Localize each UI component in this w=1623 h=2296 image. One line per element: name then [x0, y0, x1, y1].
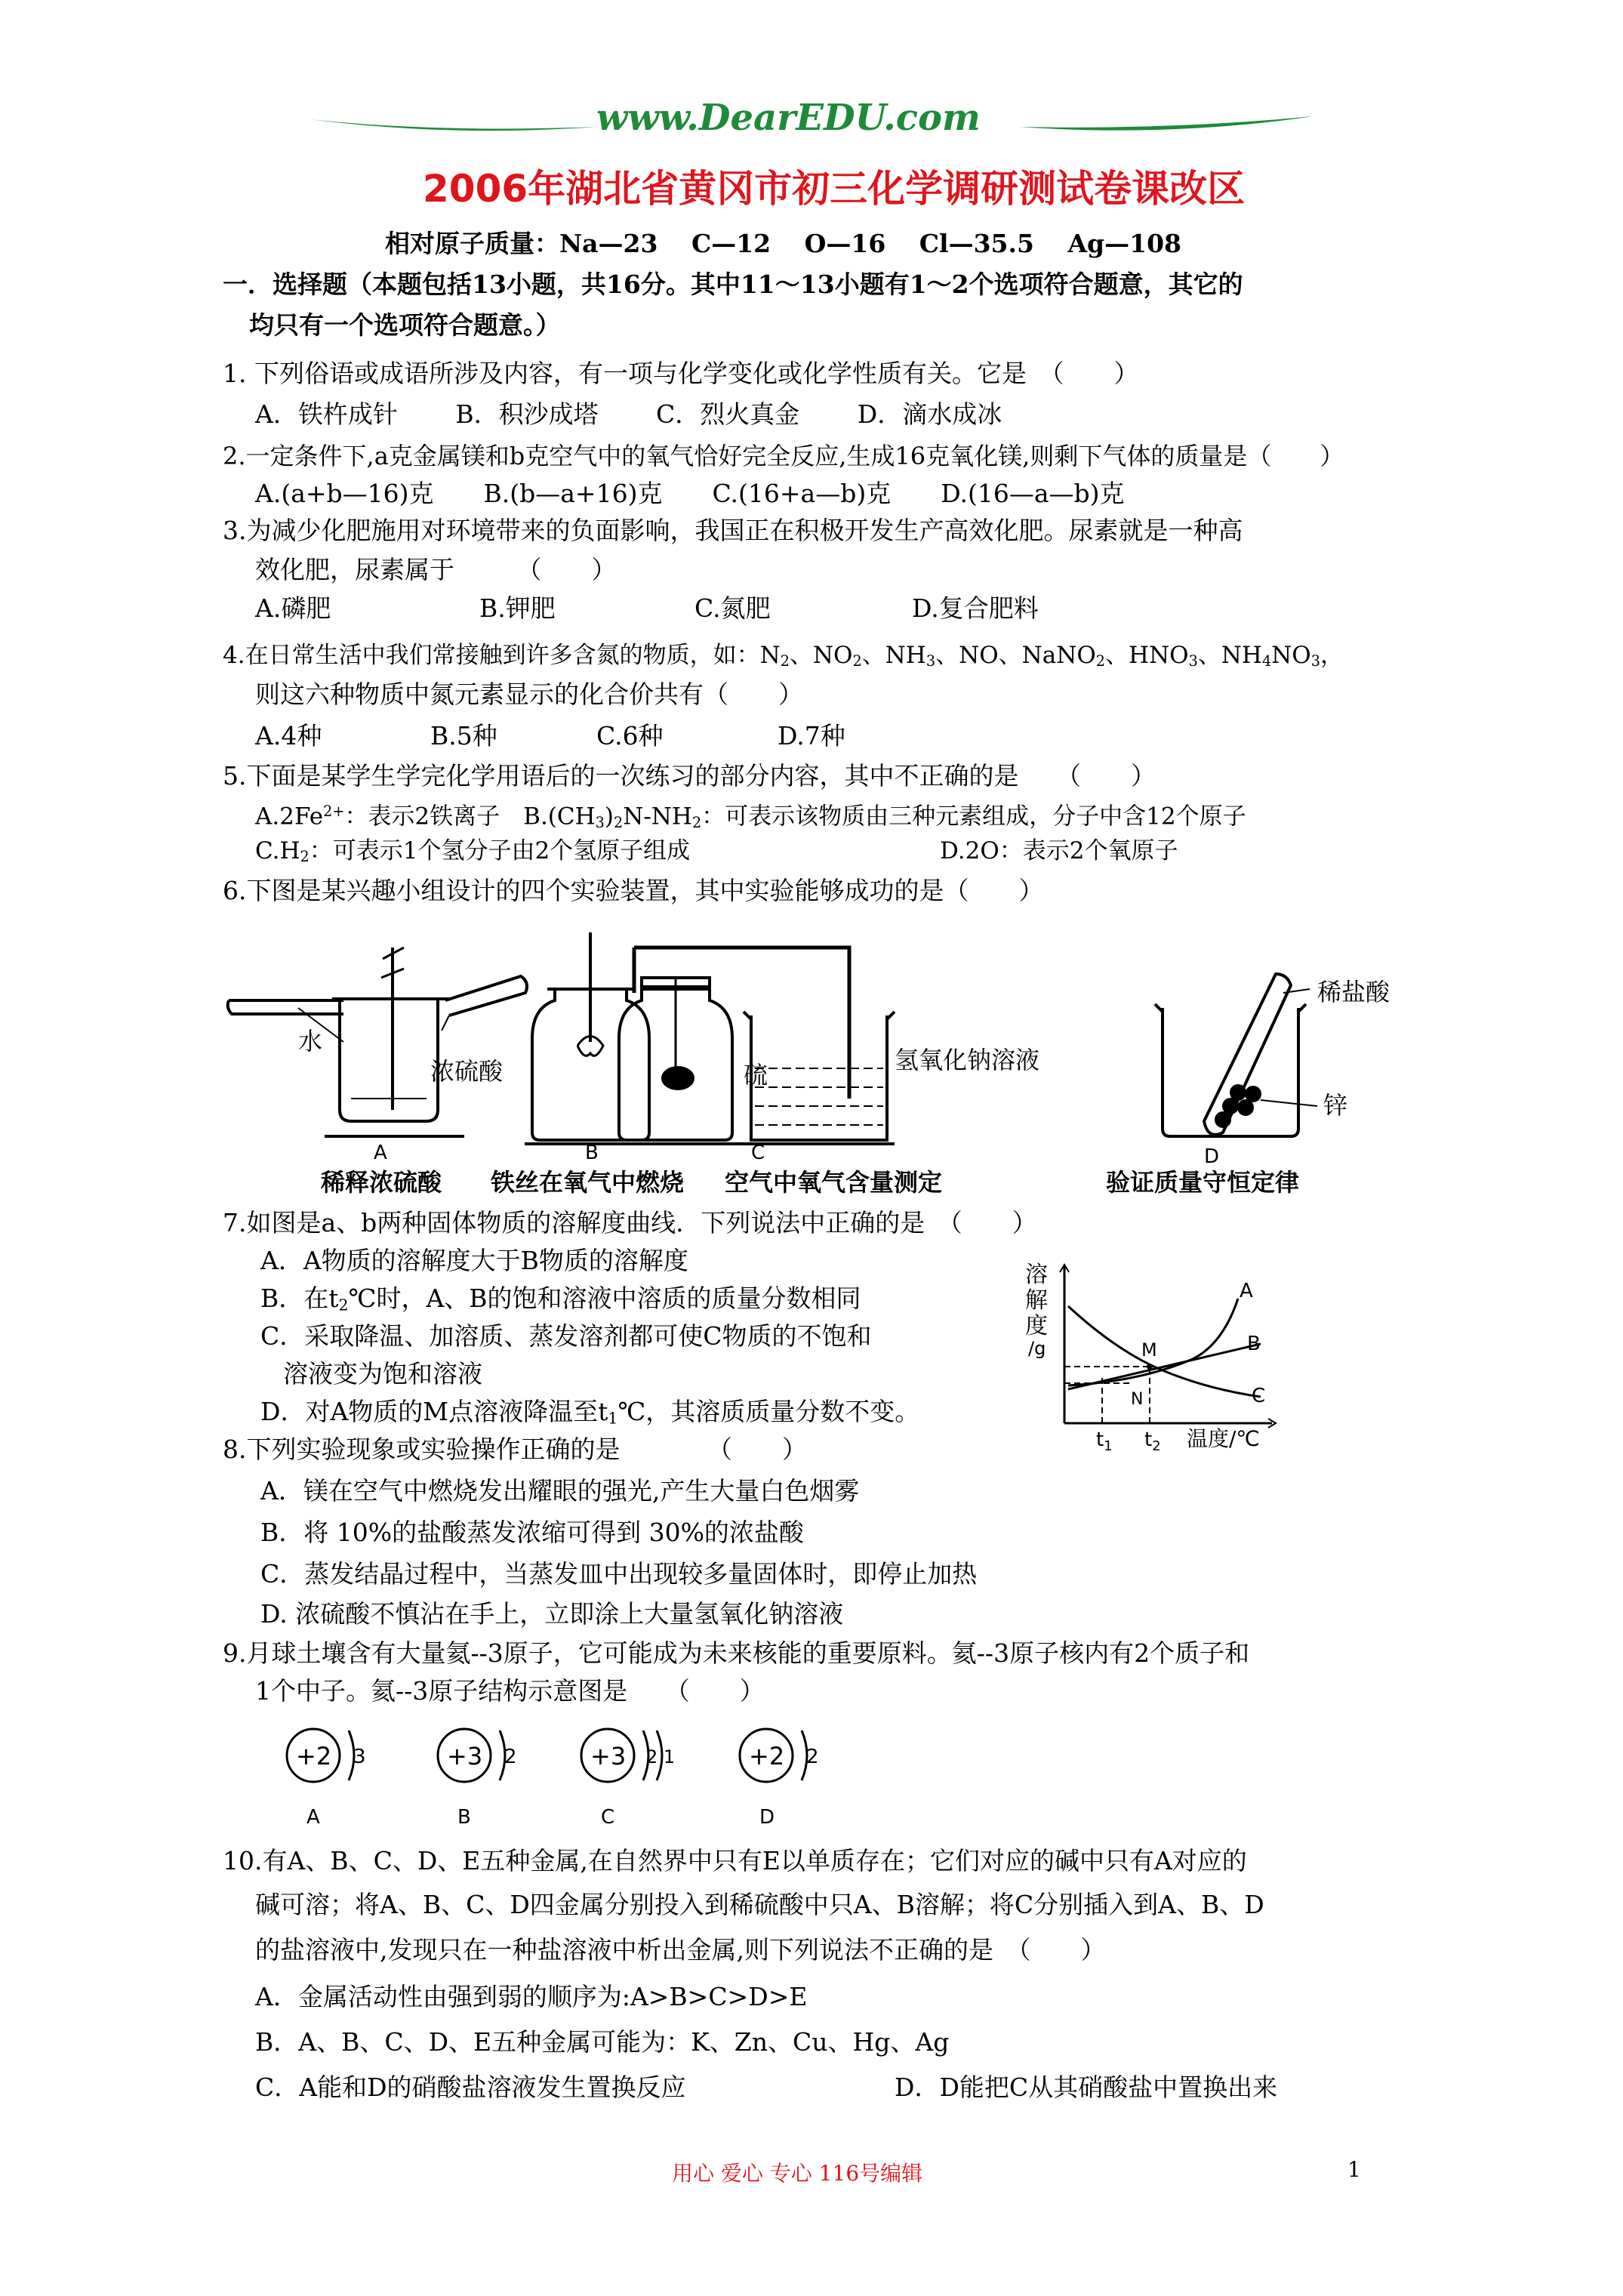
atom-b-nucleus: +3: [447, 1742, 483, 1771]
caption-d: 验证质量守恒定律: [1106, 1168, 1300, 1197]
q2-stem: 2.一定条件下,a克金属镁和b克空气中的氧气恰好完全反应,生成16克氧化镁,则剩下气体的质量是（ ）: [223, 442, 1344, 470]
fig-letter-a: A: [374, 1142, 387, 1164]
q10-option-b: B．A、B、C、D、E五种金属可能为：K、Zn、Cu、Hg、Ag: [255, 2027, 950, 2057]
q3-line1: 3.为减少化肥施用对环境带来的负面影响，我国正在积极开发生产高效化肥。尿素就是一种高: [223, 516, 1243, 545]
q10-option-d: D．D能把C从其硝酸盐中置换出来: [895, 2073, 1278, 2102]
q8-option-b: B．将 10%的盐酸蒸发浓缩可得到 30%的浓盐酸: [260, 1518, 804, 1547]
q9-line2: 1个中子。氦--3原子结构示意图是 （ ）: [255, 1676, 765, 1706]
q8-option-d: D. 浓硫酸不慎沾在手上，立即涂上大量氢氧化钠溶液: [260, 1599, 844, 1629]
atom-c-nucleus: +3: [590, 1742, 627, 1771]
label-naoh-solution: 氢氧化钠溶液: [895, 1046, 1040, 1074]
x-axis-label: 温度/℃: [1187, 1426, 1260, 1451]
q5-options-ab: $A.2Fe^{2+}$：表示2铁离子 $B.(CH_3)_2N-NH_2$：可表示该物质由三种元素组成，分子中含12个原子: [255, 803, 1246, 831]
q2-options: A.(a+b—16)克 B.(b—a+16)克 C.(16+a—b)克 D.(16—a—b)克: [255, 479, 1125, 508]
caption-c: 空气中氧气含量测定: [725, 1168, 943, 1197]
tick-t2: $t_2$: [1144, 1428, 1161, 1454]
atom-a-nucleus: +2: [296, 1742, 332, 1771]
q7-stem: 7.如图是a、b两种固体物质的溶解度曲线．下列说法中正确的是 （ ）: [223, 1208, 1037, 1237]
q7-option-c-line1: C．采取降温、加溶质、蒸发溶剂都可使C物质的不饱和: [260, 1321, 872, 1351]
solubility-curve-chart: [1012, 1253, 1298, 1465]
q3-option-d: D.复合肥料: [912, 593, 1039, 623]
atom-d-letter: D: [759, 1806, 775, 1829]
q3-option-b: B.钾肥: [479, 593, 556, 623]
tick-t1: $t_1$: [1096, 1428, 1113, 1454]
y-label-2: 解: [1025, 1287, 1048, 1314]
atom-d-shells: 2: [806, 1746, 819, 1768]
atom-structure-figure: [279, 1714, 883, 1838]
q9-line1: 9.月球土壤含有大量氦--3原子，它可能成为未来核能的重要原料。氦--3原子核内有2个质子和: [223, 1638, 1250, 1668]
q4-option-a: A.4种: [255, 721, 322, 750]
page-title: 2006年湖北省黄冈市初三化学调研测试卷课改区: [423, 167, 1246, 211]
q5-option-c: $C.H_2$：可表示1个氢分子由2个氢原子组成: [255, 837, 691, 866]
q5-stem: 5.下面是某学生学完化学用语后的一次练习的部分内容，其中不正确的是 （ ）: [223, 761, 1156, 791]
point-label-m: M: [1141, 1339, 1157, 1361]
q6-stem: 6.下图是某兴趣小组设计的四个实验装置，其中实验能够成功的是（ ）: [223, 876, 1044, 905]
q10-line1: 10.有A、B、C、D、E五种金属,在自然界中只有E以单质存在；它们对应的碱中只有A对应的: [223, 1846, 1247, 1875]
caption-a: 稀释浓硫酸: [321, 1168, 442, 1197]
footer-text: 用心 爱心 专心 116号编辑: [672, 2161, 923, 2186]
section-heading-2: 均只有一个选项符合题意。）: [249, 310, 561, 340]
q10-option-c: C．A能和D的硝酸盐溶液发生置换反应: [255, 2073, 686, 2102]
section-heading-1: 一．选择题（本题包括13小题，共16分。其中11～13小题有1～2个选项符合题意，其它的: [223, 270, 1243, 299]
q10-line2: 碱可溶；将A、B、C、D四金属分别投入到稀硫酸中只A、B溶解；将C分别插入到A、B、D: [255, 1890, 1264, 1919]
atom-c-letter: C: [601, 1806, 615, 1829]
atom-b-letter: B: [457, 1806, 471, 1829]
q3-option-c: C.氮肥: [694, 593, 771, 623]
site-url[interactable]: www.DearEDU.com: [596, 97, 981, 139]
q8-option-a: A．镁在空气中燃烧发出耀眼的强光,产生大量白色烟雾: [260, 1476, 860, 1505]
label-water: 水: [298, 1027, 323, 1056]
q3-line2: 效化肥，尿素属于 （ ）: [255, 555, 617, 584]
curve-label-c: C: [1252, 1385, 1266, 1407]
caption-b: 铁丝在氧气中燃烧: [491, 1168, 685, 1197]
atom-a-shells: 3: [353, 1746, 366, 1768]
point-label-n: N: [1131, 1390, 1144, 1409]
q7-option-c-line2: 溶液变为饱和溶液: [283, 1359, 482, 1388]
q4-option-b: B.5种: [430, 721, 497, 750]
label-dilute-hcl: 稀盐酸: [1317, 978, 1390, 1006]
q8-option-c: C．蒸发结晶过程中，当蒸发皿中出现较多量固体时，即停止加热: [260, 1559, 978, 1589]
fig-letter-b: B: [585, 1142, 599, 1164]
label-conc-sulfuric-acid: 浓硫酸: [430, 1057, 504, 1086]
q4-line1: 4.在日常生活中我们常接触到许多含氮的物质，如：$N_2$、$NO_2$、$NH_3$、NO、NaNO$_2$、$HNO_3$、$NH_4NO_3$，: [223, 642, 1344, 670]
q7-option-d: D．对A物质的M点溶液降温至$t_1℃$，其溶质质量分数不变。: [260, 1397, 920, 1428]
curve-label-a: A: [1240, 1280, 1253, 1302]
q3-option-a: A.磷肥: [255, 593, 331, 623]
q1-stem: 1. 下列俗语或成语所涉及内容，有一项与化学变化或化学性质有关。它是 （ ）: [223, 359, 1139, 388]
atom-d-nucleus: +2: [749, 1742, 785, 1771]
atom-a-letter: A: [306, 1806, 320, 1829]
q6-apparatus-figure: [223, 917, 1431, 1204]
atom-c-shells: 2 1: [646, 1746, 676, 1767]
page-number: 1: [1347, 2157, 1361, 2182]
q10-option-a: A．金属活动性由强到弱的顺序为:A>B>C>D>E: [255, 1982, 808, 2011]
fig-letter-d: D: [1204, 1145, 1220, 1168]
q1-options: A．铁杵成针 B．积沙成塔 C．烈火真金 D．滴水成冰: [255, 399, 1002, 429]
label-sulfur: 硫: [744, 1061, 768, 1089]
q4-line2: 则这六种物质中氮元素显示的化合价共有（ ）: [255, 680, 803, 709]
q8-stem: 8.下列实验现象或实验操作正确的是 （ ）: [223, 1435, 807, 1464]
atom-b-shells: 2: [504, 1746, 517, 1768]
y-label-1: 溶: [1025, 1262, 1048, 1288]
q4-option-c: C.6种: [596, 721, 664, 750]
y-label-3: 度: [1025, 1313, 1048, 1339]
q4-option-d: D.7种: [778, 721, 845, 750]
q7-option-a: A．A物质的溶解度大于B物质的溶解度: [260, 1246, 688, 1275]
q10-line3: 的盐溶液中,发现只在一种盐溶液中析出金属,则下列说法不正确的是 （ ）: [255, 1935, 1106, 1965]
y-label-unit: /g: [1028, 1338, 1046, 1359]
q5-option-d: D.2O：表示2个氧原子: [940, 837, 1178, 864]
fig-letter-c: C: [751, 1142, 765, 1164]
label-zinc: 锌: [1323, 1091, 1348, 1120]
atomic-mass-line: 相对原子质量：Na—23 C—12 O—16 Cl—35.5 Ag—108: [385, 229, 1182, 258]
curve-label-b: B: [1247, 1333, 1261, 1355]
q7-option-b: B．在$t_2℃$时，A、B的饱和溶液中溶质的质量分数相同: [260, 1284, 861, 1314]
